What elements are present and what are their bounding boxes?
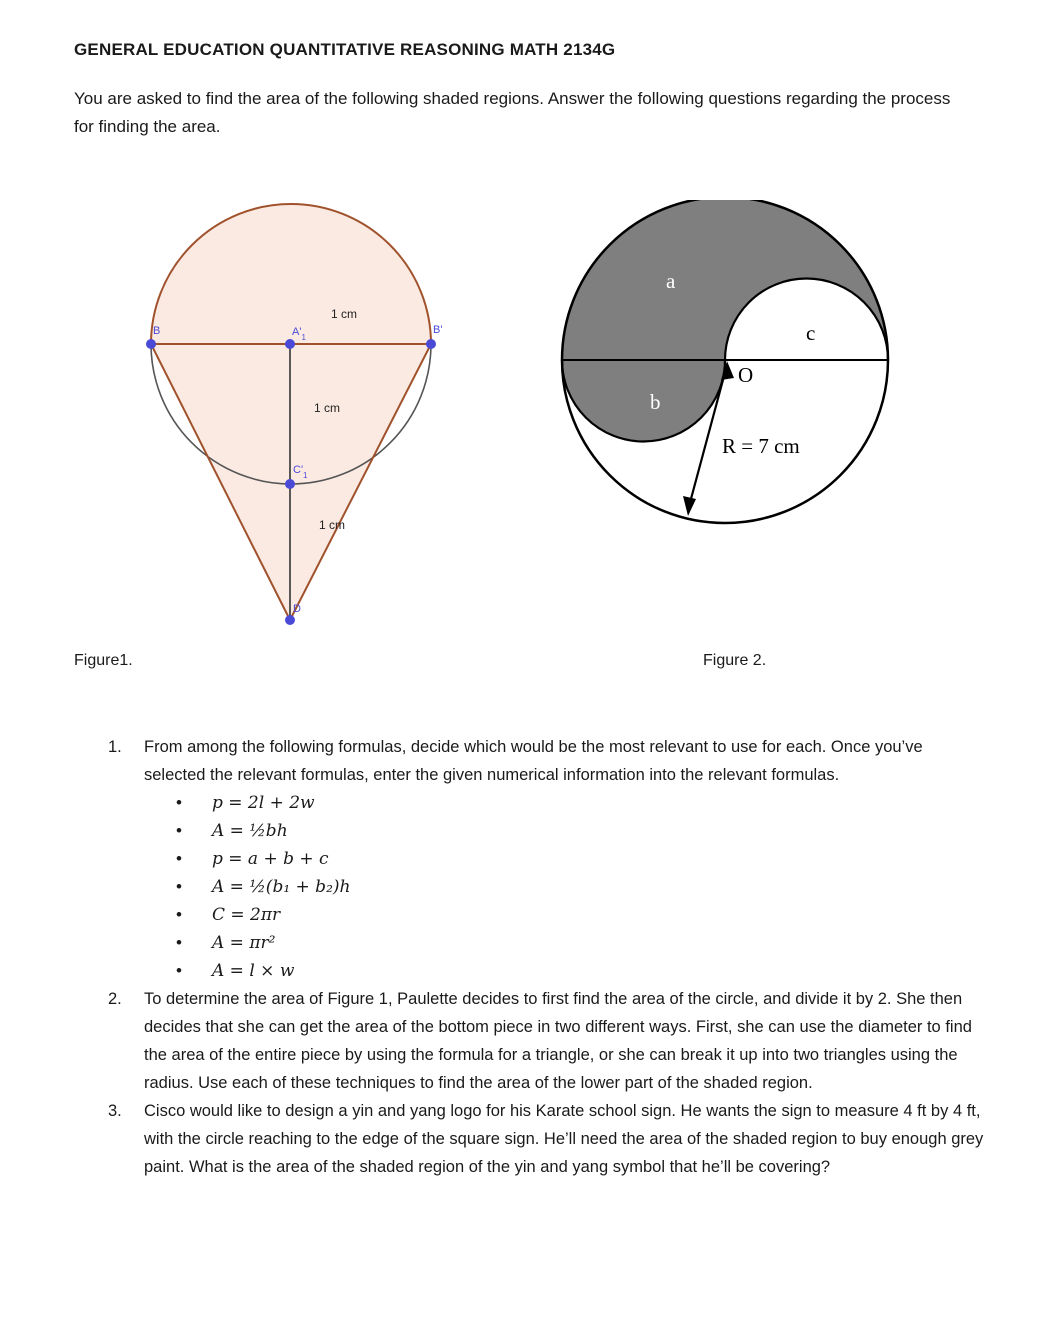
radius-arrowhead-bottom	[683, 496, 696, 516]
point-B	[146, 339, 156, 349]
figure-1-caption: Figure1.	[74, 652, 133, 669]
question-1	[108, 733, 988, 985]
label-o: O	[738, 363, 754, 387]
formula-item: • A = ½bh	[144, 817, 988, 845]
label-A1-main: A'	[292, 326, 302, 338]
question-number: 2.	[108, 990, 122, 1008]
formula-item: • A = πr²	[144, 929, 988, 957]
label-b: b	[650, 390, 661, 414]
figure-1-diagram	[120, 190, 480, 640]
dimension-top: 1 cm	[331, 307, 358, 321]
label-Bprime: B'	[433, 324, 443, 336]
question-text: Cisco would like to design a yin and yang logo for his Karate school sign. He wants the sign to measure 4 ft by 4 ft, with the circle reaching to the edge of the square sign. He’ll need the area of the shaded region to buy enough grey paint. What is the area of the shaded region of the yin and yang symbol that he’ll be covering?	[144, 1102, 984, 1176]
figure-2-diagram	[550, 200, 900, 530]
document-title: GENERAL EDUCATION QUANTITATIVE REASONING MATH 2134G	[74, 40, 616, 59]
point-D	[285, 615, 295, 625]
formula-item: • C = 2πr	[144, 901, 988, 929]
label-A1-sub: 1	[301, 333, 306, 342]
formula-item: • p = 2l + 2w	[144, 789, 988, 817]
label-c: c	[806, 321, 816, 345]
formula-item: • A = l × w	[144, 957, 988, 985]
shaded-region	[151, 204, 431, 620]
formula-item: • A = ½(b₁ + b₂)h	[144, 873, 988, 901]
question-3	[108, 1097, 988, 1181]
label-B: B	[153, 325, 161, 337]
label-a: a	[666, 269, 676, 293]
dimension-middle: 1 cm	[314, 401, 341, 415]
figure-2-caption: Figure 2.	[703, 652, 767, 669]
question-text: To determine the area of Figure 1, Paulette decides to first find the area of the circle, and divide it by 2. She then decides that she can get the area of the bottom piece in two different ways. First, she can use the diameter to find the area of the entire piece by using the formula for a triangle, or she can break it up into two triangles using the radius. Use each of these techniques to find the area of the lower part of the shaded region.	[144, 990, 972, 1092]
formula-list	[144, 789, 988, 985]
question-number: 1.	[108, 738, 122, 756]
point-A1	[285, 339, 295, 349]
dimension-bottom: 1 cm	[319, 518, 346, 532]
question-list	[108, 733, 988, 1181]
label-C1-sub: 1	[303, 471, 308, 480]
question-text: From among the following formulas, decide which would be the most relevant to use for each. Once you’ve selected the relevant formulas, enter the given numerical information into the relevant formulas.	[144, 738, 923, 784]
intro-paragraph: You are asked to find the area of the following shaded regions. Answer the following questions regarding the process for finding the area.	[74, 89, 951, 136]
radius-label: R = 7 cm	[722, 434, 800, 458]
formula-item: • p = a + b + c	[144, 845, 988, 873]
label-C1-main: C'	[293, 464, 304, 476]
point-Bprime	[426, 339, 436, 349]
label-D: D	[293, 603, 301, 615]
shaded-region-a	[562, 200, 888, 441]
point-C1	[285, 479, 295, 489]
question-number: 3.	[108, 1102, 122, 1120]
question-2	[108, 985, 988, 1097]
